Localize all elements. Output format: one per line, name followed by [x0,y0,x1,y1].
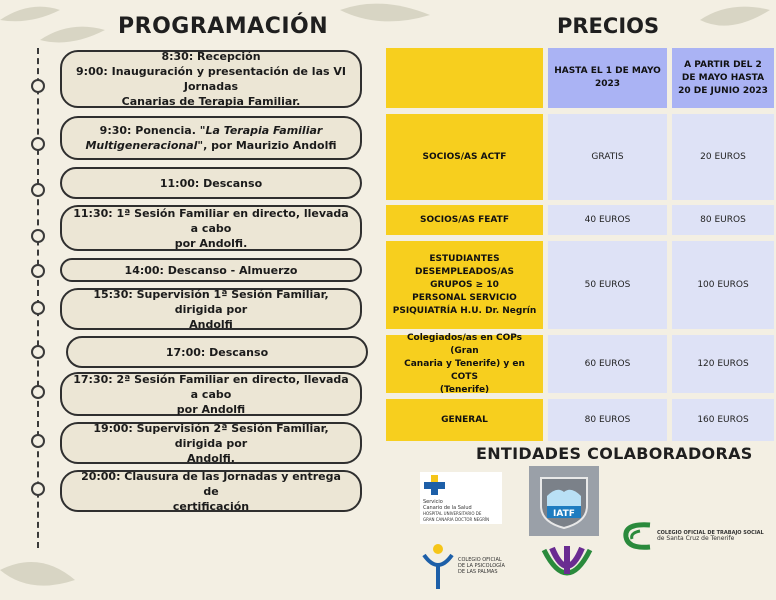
price-label-line: DESEMPLEADOS/AS [415,266,514,277]
colegio-psicologia-tenerife-logo [532,540,602,596]
price-row-label: GENERAL [386,399,543,441]
timeline-dot [31,229,45,243]
timeline-dot [31,345,45,359]
timeline-dot [31,183,45,197]
schedule-text: 8:30: Recepción [161,50,261,63]
schedule-text: Andolfi [189,317,233,331]
programacion-title: PROGRAMACIÓN [118,14,329,39]
schedule-text: 9:30: Ponencia. " [99,124,206,137]
iatf-emblem-icon [535,472,593,530]
schedule-text: 17:30: 2ª Sesión Familiar en directo, llevada a cabo [73,372,349,401]
scs-logo [420,472,502,524]
schedule-item-clausura [60,470,362,512]
precios-title: PRECIOS [557,14,660,38]
scs-text: GRAN CANARIA DOCTOR NEGRÍN [423,517,490,522]
iatf-logo [529,466,599,536]
price-cell: 60 EUROS [548,335,667,393]
psicologia-logo [420,540,510,592]
schedule-item-reception [60,50,362,108]
timeline-dot [31,137,45,151]
schedule-text: Andolfi. [187,451,235,465]
timeline-dot [31,385,45,399]
price-label-line: (Tenerife) [439,384,490,395]
trabajo-social-text: de Santa Cruz de Tenerife [657,535,735,542]
schedule-text: por Andolfi. [174,236,248,250]
price-cell: 80 EUROS [548,399,667,441]
timeline-dot [31,264,45,278]
timeline-dot [31,301,45,315]
price-label-line: PSIQUIATRÍA H.U. Dr. Negrín [392,305,537,316]
timeline-line [37,48,39,548]
schedule-item-sesion-1 [60,205,362,251]
price-row-label: SOCIOS/AS FEATF [386,205,543,235]
trabajo-social-swoosh-icon [620,519,654,553]
price-label-line: Canaria y Tenerife) y en COTS [404,358,525,382]
psicologia-text: COLEGIO OFICIAL [458,557,502,563]
timeline-dot [31,482,45,496]
scs-cross-icon [423,475,453,495]
price-cell: 40 EUROS [548,205,667,235]
price-cell: 120 EUROS [672,335,774,393]
trabajo-social-logo [620,516,770,556]
price-label-line: Colegiados/as en COPs (Gran [406,332,523,356]
price-header-period-1: HASTA EL 1 DE MAYO 2023 [548,48,667,108]
price-cell: 80 EUROS [672,205,774,235]
ponencia-title: Multigeneracional" [85,139,204,152]
schedule-text: 14:00: Descanso - Almuerzo [124,263,298,277]
schedule-item-descanso-1700 [66,336,368,368]
schedule-item-almuerzo [60,258,362,282]
psicologia-text: DE LA PSICOLOGÍA [458,563,505,569]
schedule-item-sesion-2 [60,372,362,416]
leaf-decoration-icon [690,0,776,40]
price-label-line: GRUPOS ≥ 10 [430,279,499,290]
timeline-dot [31,434,45,448]
price-cell: 20 EUROS [672,114,774,200]
schedule-item-ponencia [60,116,362,160]
schedule-text: , por Maurizio Andolfi [203,139,337,152]
scs-text: HOSPITAL UNIVERSITARIO DE [423,511,482,516]
price-row-label [386,332,543,395]
schedule-item-supervision-1 [60,288,362,330]
schedule-text: 11:30: 1ª Sesión Familiar en directo, llevada a cabo [73,206,349,235]
price-row-label: SOCIOS/AS ACTF [386,114,543,200]
schedule-text: certificación [172,499,250,513]
psicologia-text: DE LAS PALMAS [458,569,498,575]
price-label-line: ESTUDIANTES [429,253,500,264]
price-header-empty [386,48,543,108]
schedule-item-descanso-1100 [60,167,362,199]
price-label-line: PERSONAL SERVICIO [412,292,517,303]
trabajo-social-text: COLEGIO OFICIAL DE TRABAJO SOCIAL [657,530,764,536]
scs-text: Servicio [423,499,443,505]
schedule-text: 20:00: Clausura de las Jornadas y entrega de [81,469,341,498]
psicologia-figure-icon [420,541,456,591]
price-cell: GRATIS [548,114,667,200]
schedule-item-supervision-2 [60,422,362,464]
scs-text: Canario de la Salud [423,505,472,511]
price-header-period-2: A PARTIR DEL 2 DE MAYO HASTA 20 DE JUNIO 2023 [672,48,774,108]
schedule-text: por Andolfi [176,402,246,416]
schedule-text: 19:00: Supervisión 2ª Sesión Familiar, dirigida por [93,421,329,450]
price-cell: 100 EUROS [672,241,774,329]
schedule-text: 9:00: Inauguración y presentación de las VI Jornadas [76,65,346,93]
schedule-text: Canarias de Terapia Familiar. [121,95,301,108]
price-row-label [386,241,543,329]
schedule-text: 17:00: Descanso [165,345,269,359]
circular-emblem-icon [532,540,602,596]
price-cell: 160 EUROS [672,399,774,441]
schedule-text: 15:30: Supervisión 1ª Sesión Familiar, dirigida por [93,287,329,316]
leaf-decoration-icon [330,0,440,40]
timeline-dot [31,79,45,93]
leaf-decoration-icon [0,540,80,600]
schedule-text: 11:00: Descanso [159,176,263,190]
iatf-label: IATF [553,509,575,519]
ponencia-title: La Terapia Familiar [205,124,323,137]
colaboradores-title: ENTIDADES COLABORADORAS [476,444,753,463]
price-cell: 50 EUROS [548,241,667,329]
